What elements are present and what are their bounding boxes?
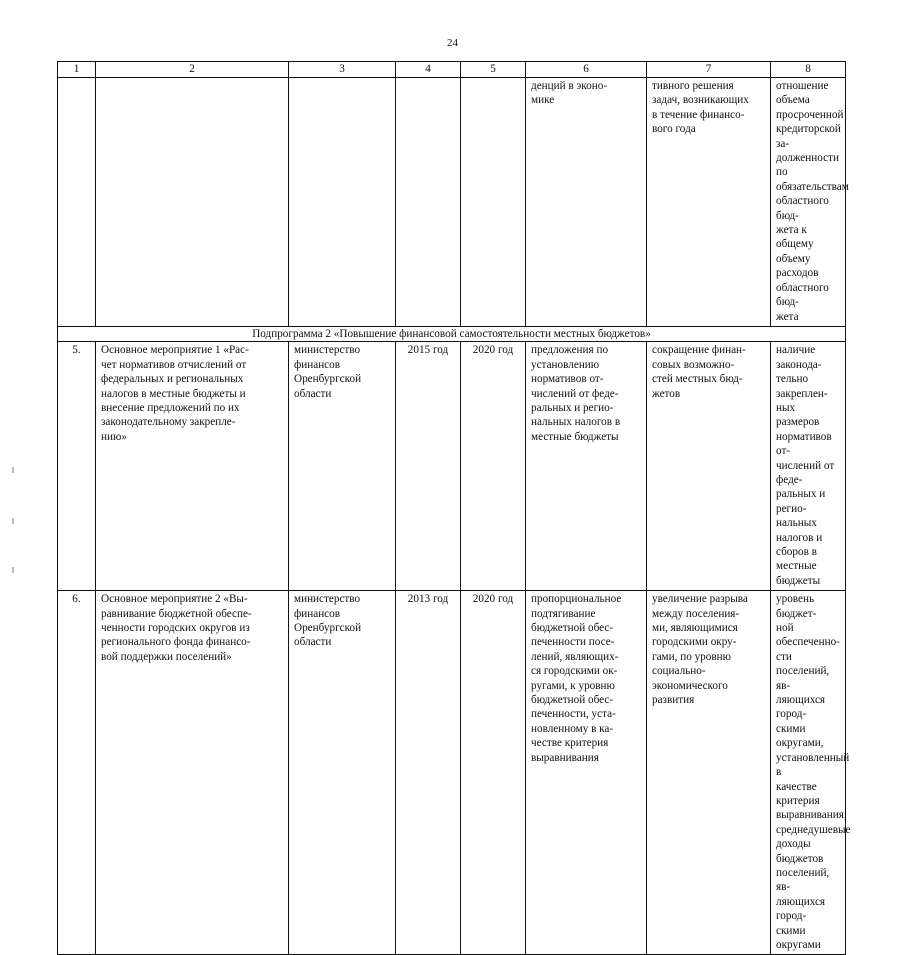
consequence-cell: увеличение разрыва между поселения- ми, являющимися городскими окру- гами, по уровню социально- экономического развития bbox=[647, 591, 771, 955]
result-cell: пропорциональное подтягивание бюджетной обес- печенности посе- лений, являющих- ся городскими ок- ругами, к уровню бюджетной обес- печенности, уста- новленному в ка- честве критерия выравнивания bbox=[526, 591, 647, 955]
start-year-cell bbox=[396, 78, 461, 327]
program-events-table bbox=[57, 61, 851, 955]
consequence-cell: тивного решения задач, возникающих в течение финансо- вого года bbox=[647, 78, 771, 327]
margin-mark bbox=[12, 567, 14, 573]
result-cell: предложения по установлению нормативов от- числений от феде- ральных и регио- нальных налогов в местные бюджеты bbox=[526, 342, 647, 591]
event-cell: Основное мероприятие 2 «Вы- равнивание бюджетной обеспе- ченности городских округов из регионального фонда финансо- вой поддержки поселений» bbox=[96, 591, 289, 955]
table-row bbox=[58, 342, 846, 591]
row-number-cell: 6. bbox=[58, 591, 96, 955]
header-cell: 2 bbox=[96, 62, 289, 78]
page-number: 24 bbox=[447, 37, 458, 49]
margin-mark bbox=[12, 467, 14, 473]
event-cell bbox=[96, 78, 289, 327]
row-number-cell: 5. bbox=[58, 342, 96, 591]
executor-cell bbox=[289, 78, 396, 327]
end-year-cell: 2020 год bbox=[461, 342, 526, 591]
consequence-cell: сокращение финан- совых возможно- стей местных бюд- жетов bbox=[647, 342, 771, 591]
executor-cell: министерство финансов Оренбургской области bbox=[289, 342, 396, 591]
end-year-cell: 2020 год bbox=[461, 591, 526, 955]
subprogram-title: Подпрограмма 2 «Повышение финансовой самостоятельности местных бюджетов» bbox=[58, 326, 846, 341]
header-cell: 7 bbox=[647, 62, 771, 78]
table-row bbox=[58, 591, 846, 955]
header-cell: 6 bbox=[526, 62, 647, 78]
start-year-cell: 2015 год bbox=[396, 342, 461, 591]
header-row bbox=[58, 62, 846, 78]
margin-mark bbox=[12, 518, 14, 524]
table-row bbox=[58, 78, 846, 327]
header-cell: 1 bbox=[58, 62, 96, 78]
header-cell: 5 bbox=[461, 62, 526, 78]
event-cell: Основное мероприятие 1 «Рас- чет нормативов отчислений от федеральных и региональных налогов в местные бюджеты и внесение предложений по их законодательному закрепле- нию» bbox=[96, 342, 289, 591]
indicator-cell: наличие законода- тельно закреплен- ных размеров нормативов от- числений от феде- ральных и регио- нальных налогов и сборов в местные бюджеты bbox=[771, 342, 846, 591]
indicator-cell: отношение объема просроченной кредиторской за- долженности по обязательствам областного бюд- жета к общему объему расходов областного бюд- жета bbox=[771, 78, 846, 327]
end-year-cell bbox=[461, 78, 526, 327]
executor-cell: министерство финансов Оренбургской области bbox=[289, 591, 396, 955]
header-cell: 8 bbox=[771, 62, 846, 78]
header-cell: 3 bbox=[289, 62, 396, 78]
header-cell: 4 bbox=[396, 62, 461, 78]
result-cell: денций в эконо- мике bbox=[526, 78, 647, 327]
row-number-cell bbox=[58, 78, 96, 327]
subprogram-row bbox=[58, 326, 846, 341]
start-year-cell: 2013 год bbox=[396, 591, 461, 955]
indicator-cell: уровень бюджет- ной обеспеченно- сти поселений, яв- ляющихся город- скими округами, установленный в качестве критерия выравнивания; среднедушевые доходы бюджетов поселений, яв- ляющихся город- скими округами bbox=[771, 591, 846, 955]
